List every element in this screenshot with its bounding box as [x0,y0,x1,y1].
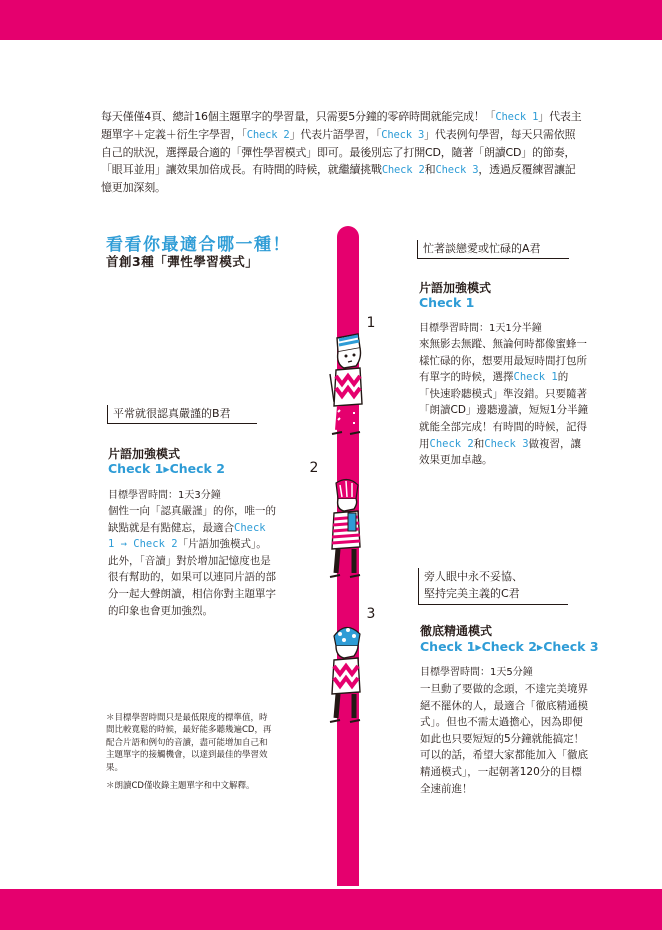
section-subheading: 首創3種「彈性學習模式」 [106,254,259,269]
step-number-3: 3 [366,606,376,622]
persona-b-check-steps: Check 1▸Check 2 [108,461,225,476]
figure-c-illustration [322,620,370,730]
footnote-cd-contents: ＊朗讀CD僅收錄主題單字和中文解釋。 [106,781,255,791]
persona-a-check-steps: Check 1 [419,295,475,310]
figure-a-illustration [322,326,372,444]
persona-c-target-time: 目標學習時間：1天5分鐘 [420,667,533,678]
persona-c-description: 一旦動了要做的念頭，不達完美境界絕不罷休的人，最適合「徹底精通模式」。但也不需太過擔心，因為即便如此也只要短短的5分鐘就能搞定！可以的話，希望大家都能加入「徹底精通模式」，一起朝著120分的目標全速前進！ [420,683,588,795]
bottom-color-band [0,889,662,930]
step-number-1: 1 [366,315,376,331]
persona-c-check-steps: Check 1▸Check 2▸Check 3 [420,639,599,654]
persona-b-mode-title: 片語加強模式 [108,447,181,461]
section-headline: 看看你最適合哪一種！ [106,235,291,255]
top-color-band [0,0,662,40]
figure-b-illustration [322,475,370,585]
persona-b-target-time: 目標學習時間：1天3分鐘 [108,490,221,501]
persona-a-tag: 忙著談戀愛或忙碌的A君 [417,240,541,259]
footnote-target-time: ＊目標學習時間只是最低限度的標準值，時間比較寬鬆的時候，最好能多聽幾遍CD，再配合片語和例句的音讀，盡可能增加自己和主題單字的接觸機會，以達到最佳的學習效果。 [106,713,272,773]
persona-c-mode-title: 徹底精通模式 [420,624,493,638]
persona-a-mode-title: 片語加強模式 [419,281,492,295]
persona-b-tag: 平常就很認真嚴謹的B君 [107,405,231,424]
persona-b-description: 個性一向「認真嚴謹」的你，唯一的缺點就是有點健忘，最適合Check 1 → Check 2「片語加強模式」。此外，「音讀」對於增加記憶度也是很有幫助的，如果可以連同片語的部分一起大聲朗讀，相信你對主題單字的印象也會更加強烈。 [108,505,276,617]
persona-a-description: 來無影去無蹤、無論何時都像蜜蜂一樣忙碌的你，想要用最短時間打包所有單字的時候，選擇Check 1的「快速聆聽模式」準沒錯。只要隨著「朗讀CD」邊聽邊讀，短短1分半鐘就能全部完成！有時間的時候，記得用Check 2和Check 3做複習，讓效果更加卓越。 [419,338,589,467]
intro-paragraph: 每天僅僅4頁、總計16個主題單字的學習量，只需要5分鐘的零碎時間就能完成！「Check 1」代表主題單字＋定義＋衍生字學習，「Check 2」代表片語學習，「Check 3」代表例句學習，每天只需依照自己的狀況，選擇最合適的「彈性學習模式」即可。最後別忘了打開CD，隨著「朗讀CD」的節奏，「眼耳並用」讓效果加倍成長。有時間的時候，就繼續挑戰Check 2和Check 3，透過反覆練習讓記憶更加深刻。 [101,110,582,194]
step-number-2: 2 [309,460,319,476]
persona-a-target-time: 目標學習時間：1天1分半鐘 [419,323,542,334]
persona-c-tag: 旁人眼中永不妥協、 堅持完美主義的C君 [418,568,523,605]
